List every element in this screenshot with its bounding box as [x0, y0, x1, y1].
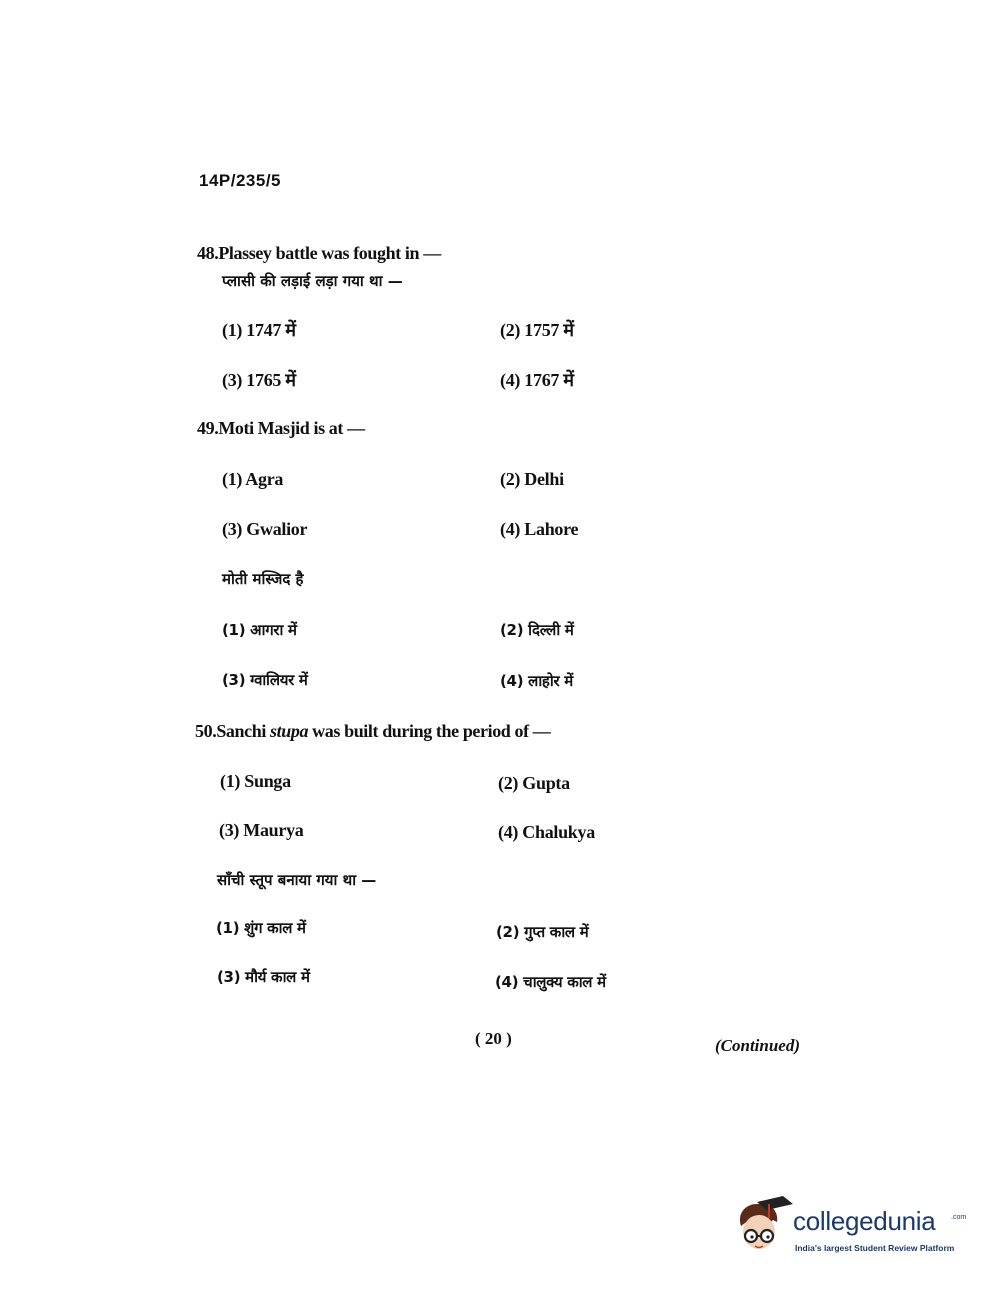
logo-wordmark: collegedunia [793, 1206, 936, 1236]
q50-option-2-en: (2) Gupta [498, 773, 570, 793]
question-48-hi: प्लासी की लड़ाई लड़ा गया था — [222, 272, 403, 290]
question-48-en [197, 243, 441, 264]
q48-option-2: (2) 1757 में [500, 320, 574, 340]
q49-option-3-en: (3) Gwalior [222, 519, 308, 539]
q50-option-2-hi: (2) गुप्त काल में [496, 923, 589, 941]
question-number: 49. [197, 418, 219, 438]
q49-option-3-hi: (3) ग्वालियर में [222, 671, 308, 689]
page-number: ( 20 ) [475, 1029, 512, 1048]
question-50-hi: साँची स्तूप बनाया गया था — [217, 871, 377, 889]
q49-option-4-hi: (4) लाहोर में [500, 672, 573, 690]
q48-option-4: (4) 1767 में [500, 370, 574, 390]
q49-option-1-en: (1) Agra [222, 469, 284, 489]
q49-option-4-en: (4) Lahore [500, 519, 579, 539]
continued-label: (Continued) [715, 1036, 801, 1055]
question-text-post: was built during the period of — [308, 721, 551, 741]
q50-option-1-hi: (1) शुंग काल में [216, 919, 306, 937]
q49-option-2-en: (2) Delhi [500, 469, 564, 489]
question-number: 50. [195, 721, 217, 741]
question-49-en [197, 418, 365, 439]
mascot-icon [735, 1196, 795, 1258]
q50-option-4-en: (4) Chalukya [498, 822, 595, 842]
question-50-en [195, 721, 550, 742]
q50-option-1-en: (1) Sunga [220, 771, 291, 791]
logo-suffix: .com [951, 1214, 967, 1221]
q49-option-2-hi: (2) दिल्ली में [500, 621, 574, 639]
q50-option-3-en: (3) Maurya [219, 820, 304, 840]
q48-option-3: (3) 1765 में [222, 370, 296, 390]
question-text: Moti Masjid is at — [218, 418, 365, 438]
collegedunia-logo [735, 1196, 965, 1266]
q50-option-3-hi: (3) मौर्य काल में [217, 968, 310, 986]
logo-tagline: India's largest Student Review Platform [795, 1243, 955, 1253]
question-text-pre: Sanchi [216, 721, 271, 741]
q49-option-1-hi: (1) आगरा में [222, 621, 297, 639]
question-number: 48. [197, 243, 219, 263]
q50-option-4-hi: (4) चालुक्य काल में [495, 973, 606, 991]
question-49-hi: मोती मस्जिद है [222, 570, 304, 588]
paper-code: 14P/235/5 [199, 171, 282, 190]
question-text-emphasis: stupa [270, 721, 309, 741]
q48-option-1: (1) 1747 में [222, 320, 296, 340]
question-text: Plassey battle was fought in — [218, 243, 441, 263]
